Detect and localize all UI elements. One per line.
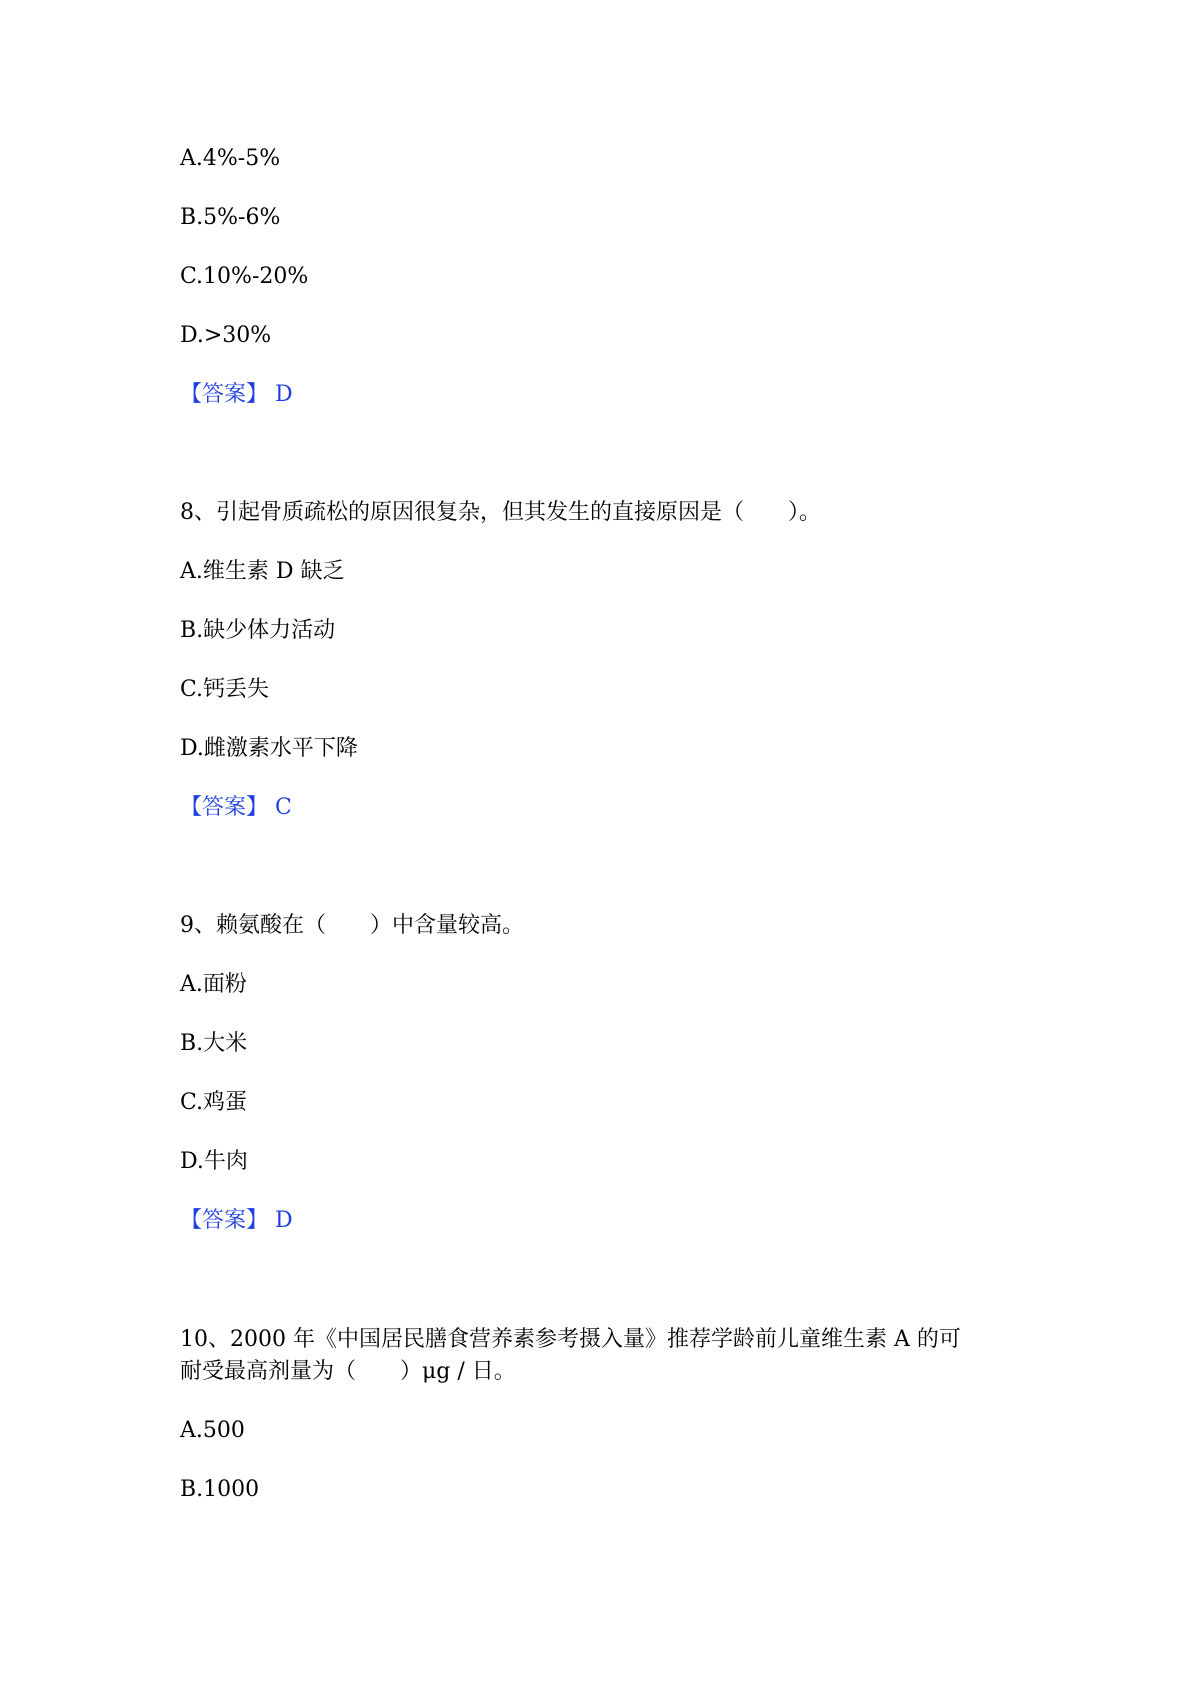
question-stem: 9、赖氨酸在（ ）中含量较高。 (180, 913, 524, 938)
option-d: D.牛肉 (180, 1149, 248, 1174)
option-a: A.500 (180, 1418, 245, 1443)
option-b: B.大米 (180, 1031, 248, 1056)
answer-label: 【答案】 D (180, 1208, 293, 1233)
option-c: C.10%-20% (180, 264, 309, 289)
question-stem: 8、引起骨质疏松的原因很复杂，但其发生的直接原因是（ ）。 (180, 500, 821, 525)
option-b: B.缺少体力活动 (180, 618, 336, 643)
option-c: C.钙丢失 (180, 677, 270, 702)
option-d: D.>30% (180, 323, 272, 348)
answer-label: 【答案】 D (180, 382, 293, 407)
answer-label: 【答案】 C (180, 795, 292, 820)
option-c: C.鸡蛋 (180, 1090, 248, 1115)
option-a: A.4%-5% (180, 146, 281, 171)
option-a: A.面粉 (180, 972, 247, 997)
option-b: B.5%-6% (180, 205, 281, 230)
option-d: D.雌激素水平下降 (180, 736, 358, 761)
option-b: B.1000 (180, 1477, 260, 1502)
option-a: A.维生素 D 缺乏 (180, 559, 345, 584)
question-stem-line-2: 耐受最高剂量为（ ）μg / 日。 (180, 1359, 516, 1384)
question-stem-line-1: 10、2000 年《中国居民膳食营养素参考摄入量》推荐学龄前儿童维生素 A 的可 (180, 1327, 961, 1352)
